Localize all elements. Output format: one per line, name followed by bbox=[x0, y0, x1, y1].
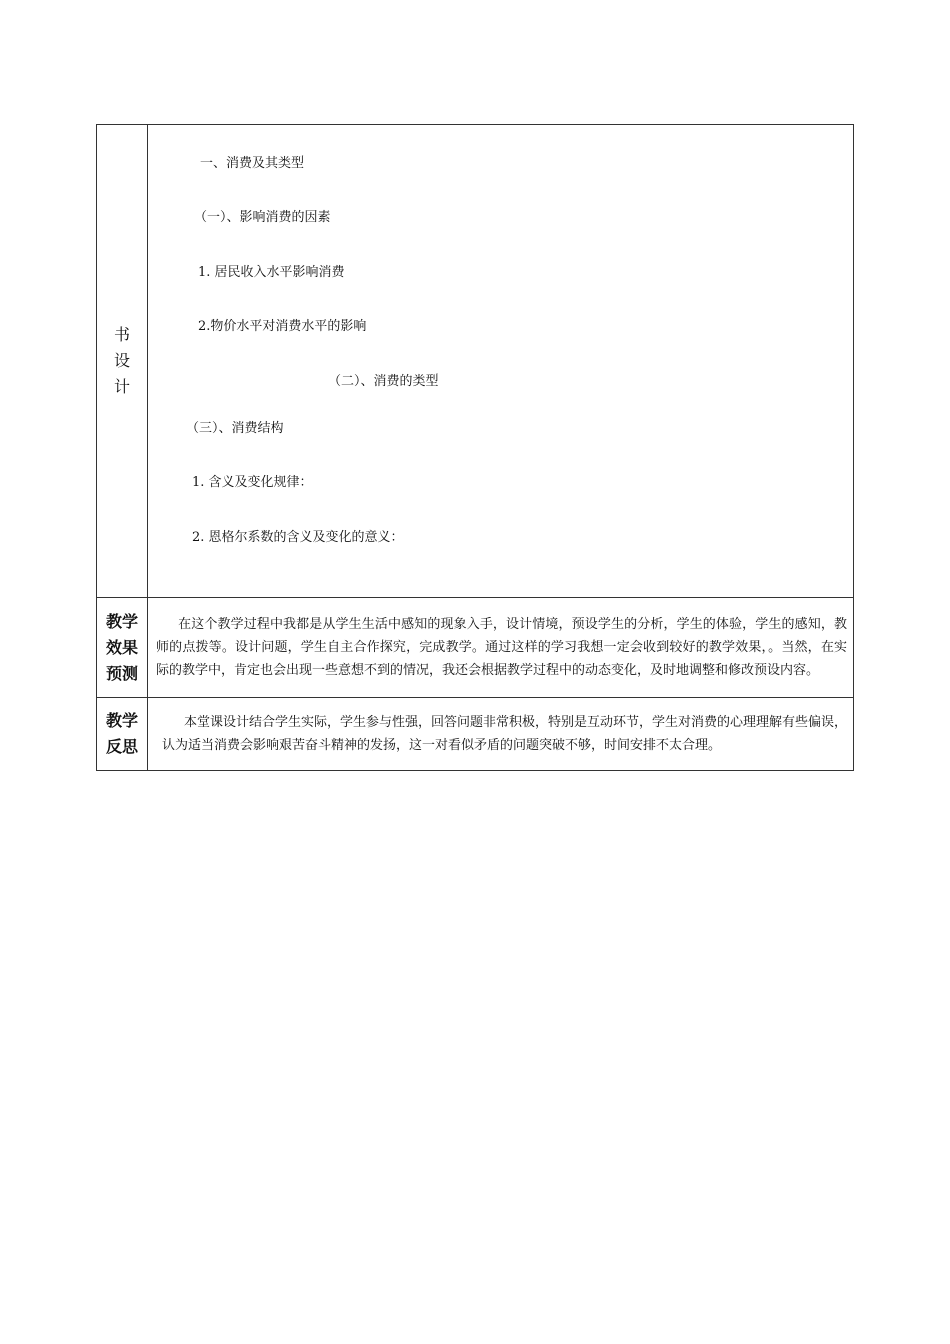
board-line: （一）、影响消费的因素 bbox=[194, 210, 331, 225]
reflection-text: 本堂课设计结合学生实际，学生参与性强，回答问题非常积极，特别是互动环节，学生对消费的心理理解有些偏误，认为适当消费会影响艰苦奋斗精神的发扬，这一对看似矛盾的问题突破不够，时间安排不太合理。 bbox=[162, 715, 848, 753]
label-line: 效果 bbox=[105, 637, 138, 657]
reflection-label-cell bbox=[97, 698, 148, 771]
effect-prediction-paragraph bbox=[148, 610, 853, 685]
board-line: 1. 居民收入水平影响消费 bbox=[198, 265, 345, 280]
board-line: 1. 含义及变化规律： bbox=[192, 475, 313, 490]
board-design-label-cell bbox=[97, 125, 148, 598]
effect-prediction-text: 在这个教学过程中我都是从学生生活中感知的现象入手，设计情境，预设学生的分析，学生的体验，学生的感知，教师的点拨等。设计问题，学生自主合作探究，完成教学。通过这样的学习我想一定会收到较好的教学效果，。当然，在实际的教学中，肯定也会出现一些意想不到的情况，我还会根据教学过程中的动态变化，及时地调整和修改预设内容。 bbox=[156, 617, 847, 678]
board-line: 2. 恩格尔系数的含义及变化的意义： bbox=[192, 530, 404, 545]
effect-prediction-row bbox=[97, 598, 854, 698]
board-line: 2.物价水平对消费水平的影响 bbox=[198, 319, 367, 334]
board-design-content bbox=[148, 125, 854, 598]
label-char: 计 bbox=[113, 377, 130, 396]
label-char: 书 bbox=[113, 325, 130, 344]
effect-prediction-content bbox=[148, 598, 854, 698]
label-line: 反思 bbox=[105, 737, 138, 756]
lesson-plan-table bbox=[96, 124, 854, 771]
label-line: 教学 bbox=[105, 711, 138, 730]
label-line: 教学 bbox=[105, 611, 138, 631]
reflection-paragraph bbox=[148, 708, 853, 760]
board-line: 一、消费及其类型 bbox=[200, 156, 305, 171]
effect-prediction-label-cell bbox=[97, 598, 148, 698]
label-line: 预测 bbox=[105, 663, 138, 683]
reflection-row bbox=[97, 698, 854, 771]
board-design-row bbox=[97, 125, 854, 598]
board-design-label bbox=[97, 322, 147, 400]
reflection-label bbox=[97, 708, 147, 760]
board-line: （二）、消费的类型 bbox=[328, 374, 439, 389]
reflection-content bbox=[148, 698, 854, 771]
effect-prediction-label bbox=[97, 609, 147, 687]
label-char: 设 bbox=[113, 351, 130, 370]
board-line: （三）、消费结构 bbox=[186, 421, 284, 436]
